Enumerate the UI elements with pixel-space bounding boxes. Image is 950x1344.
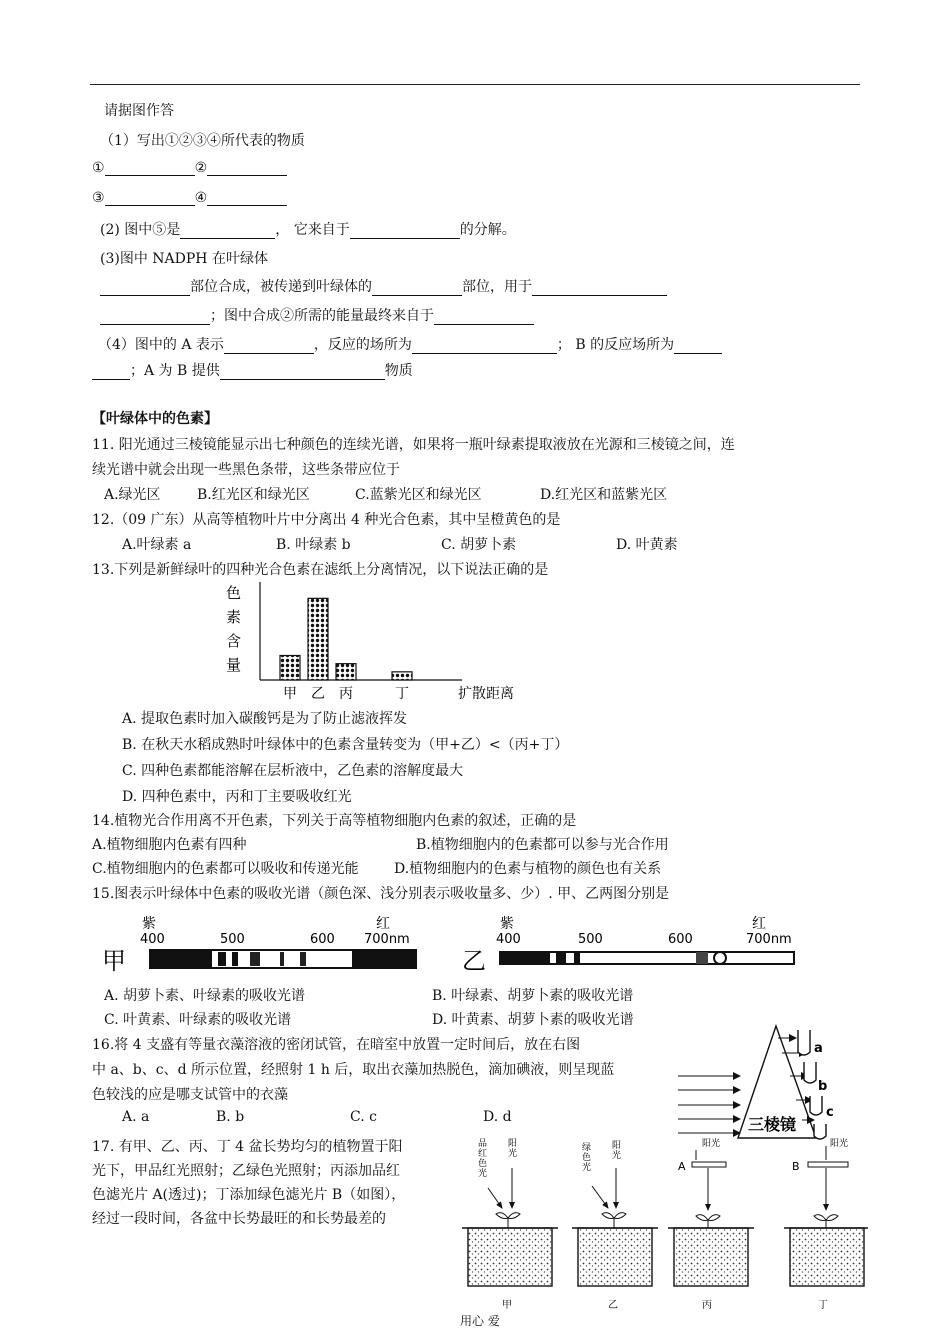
q10-part3-line3 <box>100 305 534 325</box>
vertical-label-char: 绿 <box>582 1143 592 1153</box>
blank-14[interactable] <box>674 339 722 354</box>
q16-stem-2: 中 a、b、c、d 所示位置，经照射 1 h 后，取出衣藻加热脱色，滴加碘液，则呈现蓝 <box>92 1062 615 1078</box>
q10-part4-line1 <box>98 334 722 354</box>
q11-option-b[interactable]: B.红光区和绿光区 <box>197 487 310 503</box>
q16-option-d[interactable]: D. d <box>483 1109 512 1125</box>
tube-label-b: b <box>818 1079 828 1094</box>
q11-stem-1: 11. 阳光通过三棱镜能显示出七种颜色的连续光谱，如果将一瓶叶绿素提取液放在光源和三棱镜之间，连 <box>92 437 735 453</box>
q10-p3d: ；图中合成②所需的能量最终来自于 <box>210 308 434 324</box>
blank-10[interactable] <box>100 310 210 325</box>
q12-option-a[interactable]: A.叶绿素 a <box>122 537 192 553</box>
spectrum-yi-red: 红 <box>752 916 766 932</box>
blank-5[interactable] <box>180 224 275 239</box>
q10-p4c: ； B 的反应场所为 <box>556 337 675 353</box>
q10-part3-line1: (3)图中 NADPH 在叶绿体 <box>100 251 268 267</box>
blank-4[interactable] <box>207 191 287 206</box>
x-tick-label: 甲 <box>283 686 297 702</box>
q12-stem: 12.（09 广东）从高等植物叶片中分离出 4 种光合色素，其中呈橙黄色的是 <box>92 512 561 528</box>
q10-p3c: 部位，用于 <box>462 279 532 295</box>
spectrum-yi-violet: 紫 <box>500 916 514 932</box>
spectrum-jia-tick-600: 600 <box>310 932 335 947</box>
spectrum-jia-tick-400: 400 <box>140 932 165 947</box>
q10-p2c: 的分解。 <box>459 222 516 238</box>
pot-ding <box>784 1137 868 1311</box>
bar-2 <box>308 598 328 680</box>
q10-p4a: （4）图中的 A 表示 <box>98 337 224 353</box>
blank-7[interactable] <box>100 281 190 296</box>
blank-1[interactable] <box>105 161 195 176</box>
q11-stem-2: 续光谱中就会出现一些黑色条带，这些条带应位于 <box>92 462 400 478</box>
x-tick-label: 丙 <box>339 686 353 702</box>
q13-option-d[interactable]: D. 四种色素中，丙和丁主要吸收红光 <box>122 789 352 805</box>
vertical-label-char: 红 <box>478 1149 488 1159</box>
vertical-label-char: 品 <box>478 1139 488 1149</box>
q17-stem-1: 17. 有甲、乙、丙、丁 4 盆长势均匀的植物置于阳 <box>92 1139 403 1155</box>
spectrum-jia-tick-700: 700nm <box>364 932 410 947</box>
absorption-spectrum-figure <box>100 906 840 982</box>
q15-option-c[interactable]: C. 叶黄素、叶绿素的吸收光谱 <box>104 1012 292 1028</box>
q11-option-d[interactable]: D.红光区和蓝紫光区 <box>540 487 668 503</box>
q16-stem-1: 16.将 4 支盛有等量衣藻溶液的密闭试管，在暗室中放置一定时间后，放在右图 <box>92 1037 581 1053</box>
q10-part4-line2 <box>92 360 413 380</box>
q17-stem-3: 色滤光片 A(透过)；丁添加绿色滤光片 B（如图）， <box>92 1187 406 1203</box>
y-label-char: 量 <box>226 656 242 674</box>
q14-stem: 14.植物光合作用离不开色素，下列关于高等植物细胞内色素的叙述，正确的是 <box>92 813 577 829</box>
x-tick-label: 乙 <box>311 686 325 702</box>
spectrum-jia-tick-500: 500 <box>220 932 245 947</box>
q10-p2a: (2) 图中⑤是 <box>100 222 181 238</box>
vertical-label-char: 光 <box>508 1149 518 1159</box>
q10-part3-line2 <box>100 276 667 296</box>
q15-option-b[interactable]: B. 叶绿素、胡萝卜素的吸收光谱 <box>432 988 634 1004</box>
y-label-char: 素 <box>226 608 242 626</box>
sunlight-label: 阳光 <box>830 1139 849 1149</box>
y-label-char: 含 <box>226 632 242 650</box>
q10-blank-row2 <box>92 190 287 206</box>
tube-label-c: c <box>826 1105 834 1120</box>
spectrum-yi-tick-600: 600 <box>668 932 693 947</box>
x-axis-label: 扩散距离 <box>458 686 514 702</box>
q10-p2b: ， 它来自于 <box>275 222 350 238</box>
spectrum-jia-label: 甲 <box>102 947 126 975</box>
pot-label-jia: 甲 <box>502 1300 512 1311</box>
test-tube-a <box>798 1030 810 1055</box>
bar-1 <box>280 656 300 681</box>
spectrum-jia-red: 红 <box>376 916 390 932</box>
vertical-label-char: 光 <box>478 1169 488 1179</box>
marker-2: ② <box>194 160 208 176</box>
vertical-label-char: 色 <box>582 1153 592 1163</box>
blank-16[interactable] <box>220 365 385 380</box>
spectrum-yi-tick-500: 500 <box>578 932 603 947</box>
q11-option-c[interactable]: C.蓝紫光区和绿光区 <box>355 487 482 503</box>
q11-option-a[interactable]: A.绿光区 <box>104 487 161 503</box>
q17-stem-2: 光下，甲品红光照射；乙绿色光照射；丙添加品红 <box>92 1163 400 1179</box>
y-axis-label <box>226 584 241 674</box>
spectrum-yi-tick-700: 700nm <box>746 932 792 947</box>
q10-part1: （1）写出①②③④所代表的物质 <box>100 133 305 149</box>
bar-3 <box>336 664 356 680</box>
q15-stem: 15.图表示叶绿体中色素的吸收光谱（颜色深、浅分别表示吸收量多、少）. 甲、乙两图分别是 <box>92 886 670 902</box>
y-label-char: 色 <box>226 584 242 602</box>
spectrum-yi-band <box>500 952 794 964</box>
bar-4 <box>392 672 412 680</box>
header-rule <box>90 84 860 85</box>
q10-p4b: ，反应的场所为 <box>313 337 412 353</box>
blank-6[interactable] <box>350 224 460 239</box>
q13-option-c[interactable]: C. 四种色素都能溶解在层析液中，乙色素的溶解度最大 <box>122 763 464 779</box>
spectrum-yi-tick-400: 400 <box>496 932 521 947</box>
vertical-label-char: 色 <box>478 1159 488 1169</box>
pot-label-bing: 丙 <box>702 1300 712 1311</box>
spectrum-jia-violet: 紫 <box>142 916 156 932</box>
q10-intro: 请据图作答 <box>104 103 174 119</box>
q13-option-b[interactable]: B. 在秋天水稻成熟时叶绿体中的色素含量转变为（甲+乙）<（丙+丁） <box>122 737 569 753</box>
q16-option-a[interactable]: A. a <box>122 1109 150 1125</box>
vertical-label-char: 光 <box>582 1163 592 1173</box>
q15-option-a[interactable]: A. 胡萝卜素、叶绿素的吸收光谱 <box>104 988 306 1004</box>
marker-4: ④ <box>194 190 208 206</box>
q16-option-b[interactable]: B. b <box>216 1109 245 1125</box>
blank-8[interactable] <box>372 281 462 296</box>
q10-blank-row1 <box>92 160 287 176</box>
spectrum-yi-label: 乙 <box>462 947 486 975</box>
marker-1: ① <box>92 160 105 176</box>
blank-2[interactable] <box>207 161 287 176</box>
q10-p4d: ；A 为 B 提供 <box>130 363 220 379</box>
x-tick-label: 丁 <box>395 686 409 702</box>
q14-option-b[interactable]: B.植物细胞内的色素都可以参与光合作用 <box>416 837 669 853</box>
q12-option-d[interactable]: D. 叶黄素 <box>616 537 678 553</box>
pigment-bar-chart <box>200 578 545 706</box>
test-tube-b <box>804 1062 816 1083</box>
q10-p4e: 物质 <box>384 363 413 379</box>
page-footer: 用心 爱 <box>460 1314 500 1328</box>
spectrum-jia-band <box>150 950 416 968</box>
q14-option-c[interactable]: C.植物细胞内的色素都可以吸收和传递光能 <box>92 861 359 877</box>
pot-jia <box>456 1136 558 1311</box>
pot-label-ding: 丁 <box>818 1300 828 1311</box>
pot-bing <box>668 1137 754 1311</box>
blank-3[interactable] <box>105 191 195 206</box>
prism-label: 三棱镜 <box>748 1115 797 1134</box>
vertical-label-char: 阳 <box>612 1141 622 1151</box>
filter-a-label: A <box>678 1160 686 1173</box>
q12-option-b[interactable]: B. 叶绿素 b <box>276 537 351 553</box>
filter-b-label: B <box>792 1160 800 1173</box>
filter-b <box>808 1162 848 1167</box>
q12-option-c[interactable]: C. 胡萝卜素 <box>441 537 517 553</box>
q13-option-a[interactable]: A. 提取色素时加入碳酸钙是为了防止滤液挥发 <box>122 711 408 727</box>
plant-pots-figure <box>456 1136 868 1330</box>
blank-9[interactable] <box>532 281 667 296</box>
blank-13[interactable] <box>412 339 557 354</box>
q16-stem-3: 色较浅的应是哪支试管中的衣藻 <box>92 1087 288 1103</box>
q10-part2 <box>100 219 516 239</box>
pot-yi <box>572 1140 658 1311</box>
q17-stem-4: 经过一段时间，各盆中长势最旺的和长势最差的 <box>92 1211 386 1227</box>
q16-option-c[interactable]: C. c <box>350 1109 377 1125</box>
tube-label-a: a <box>814 1041 823 1056</box>
blank-11[interactable] <box>434 310 534 325</box>
blank-12[interactable] <box>224 339 314 354</box>
q10-p3b: 部位合成，被传递到叶绿体的 <box>190 279 372 295</box>
marker-3: ③ <box>92 190 105 206</box>
sunlight-label: 阳光 <box>702 1139 721 1149</box>
q13-stem: 13.下列是新鲜绿叶的四种光合色素在滤纸上分离情况，以下说法正确的是 <box>92 562 549 578</box>
test-tube-c <box>810 1096 822 1115</box>
q14-option-a[interactable]: A.植物细胞内色素有四种 <box>92 837 247 853</box>
blank-15[interactable] <box>92 365 130 380</box>
vertical-label-char: 光 <box>612 1151 622 1161</box>
filter-a <box>692 1162 726 1167</box>
prism-test-tube-diagram <box>678 1018 868 1144</box>
pot-label-yi: 乙 <box>608 1300 618 1311</box>
vertical-label-char: 阳 <box>508 1139 518 1149</box>
section-title: 【叶绿体中的色素】 <box>92 411 218 427</box>
q14-option-d[interactable]: D.植物细胞内的色素与植物的颜色也有关系 <box>394 861 662 877</box>
q15-option-d[interactable]: D. 叶黄素、胡萝卜素的吸收光谱 <box>432 1012 634 1028</box>
